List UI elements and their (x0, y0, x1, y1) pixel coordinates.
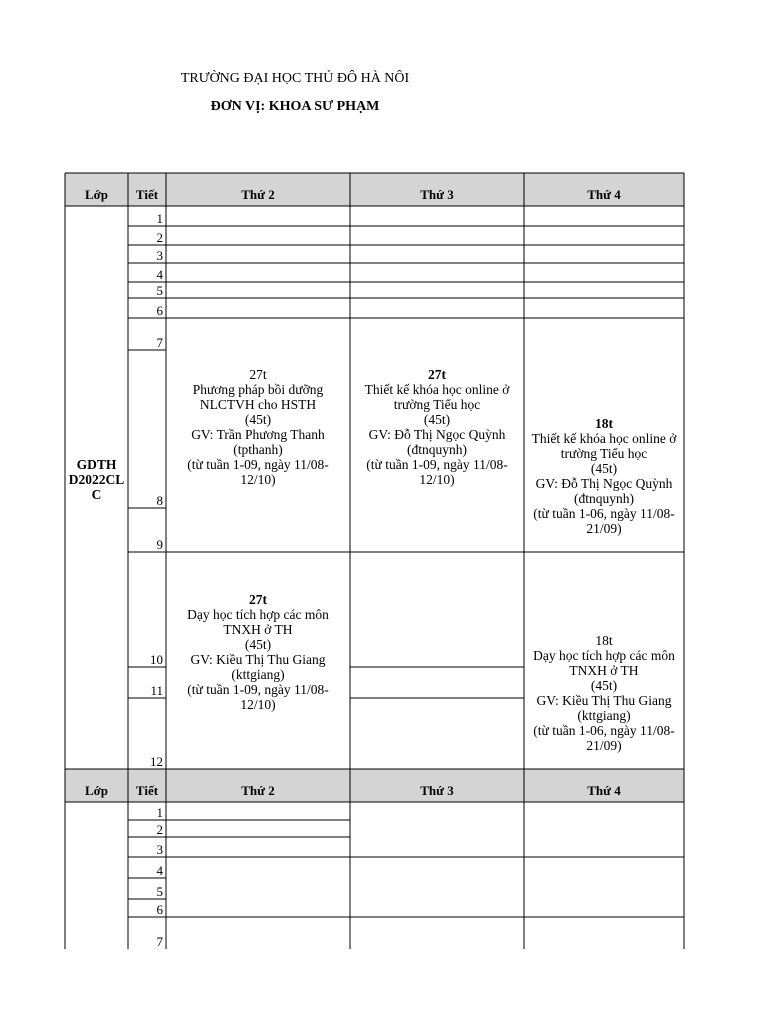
course-line: 21/09) (586, 521, 622, 536)
table2-header-tue: Thứ 3 (420, 783, 454, 798)
table2-header-mon: Thứ 2 (241, 783, 275, 798)
school-name: TRƯỜNG ĐẠI HỌC THỦ ĐÔ HÀ NÔI (180, 71, 410, 86)
period-number: 7 (156, 335, 163, 350)
period-number: 12 (150, 754, 163, 769)
course-line: trường Tiểu học (560, 446, 648, 461)
course-line: (kttgiang) (577, 708, 631, 723)
course-line: (từ tuần 1-06, ngày 11/08- (533, 506, 675, 521)
course-line: Dạy học tích hợp các môn (187, 607, 329, 622)
course-line: (đtnquynh) (407, 442, 467, 457)
period-number: 5 (156, 283, 163, 298)
table2-header-wed: Thứ 4 (587, 783, 621, 798)
table1-header-period: Tiết (135, 187, 159, 202)
unit-name: ĐƠN VỊ: KHOA SƯ PHẠM (210, 99, 380, 114)
class-name: GDTH D2022CL C (68, 457, 125, 502)
course-line: Phương pháp bồi dưỡng (192, 382, 324, 397)
course-line: (45t) (244, 412, 272, 427)
course-line: (45t) (423, 412, 451, 427)
course-line: (từ tuần 1-09, ngày 11/08- (366, 457, 508, 472)
course-line: trường Tiểu học (393, 397, 481, 412)
course-hours: 18t (595, 416, 613, 431)
course-line: NLCTVH cho HSTH (199, 397, 317, 412)
table1-header-class: Lớp (84, 187, 109, 202)
course-hours: 27t (249, 592, 267, 607)
period-number: 1 (156, 211, 163, 226)
period-number: 7 (156, 934, 163, 949)
period-number: 5 (156, 884, 163, 899)
course-line: (từ tuần 1-09, ngày 11/08- (187, 682, 329, 697)
table2-header-period: Tiết (135, 783, 159, 798)
period-number: 11 (150, 683, 163, 698)
period-number: 3 (156, 842, 163, 857)
period-number: 6 (156, 902, 163, 917)
course-line: GV: Đỗ Thị Ngọc Quỳnh (535, 476, 673, 491)
course-line: TNXH ở TH (569, 663, 639, 678)
table1-header-tue: Thứ 3 (420, 187, 454, 202)
table2-header-class: Lớp (84, 783, 109, 798)
course-hours: 18t (595, 633, 613, 648)
table1-header-wed: Thứ 4 (587, 187, 621, 202)
period-number: 4 (156, 267, 163, 282)
course-line: 12/10) (419, 472, 455, 487)
course-hours: 27t (428, 367, 446, 382)
course-line: GV: Trần Phương Thanh (191, 427, 325, 442)
course-line: (đtnquynh) (574, 491, 634, 506)
period-number: 8 (156, 493, 163, 508)
course-hours: 27t (249, 367, 267, 382)
period-number: 2 (156, 822, 163, 837)
course-line: TNXH ở TH (223, 622, 293, 637)
period-number: 6 (156, 303, 163, 318)
period-number: 3 (156, 248, 163, 263)
course-line: (45t) (590, 678, 618, 693)
course-line: GV: Kiều Thị Thu Giang (536, 693, 672, 708)
course-line: Dạy học tích hợp các môn (533, 648, 675, 663)
period-number: 1 (156, 805, 163, 820)
course-line: (45t) (244, 637, 272, 652)
course-line: 12/10) (240, 472, 276, 487)
course-line: 12/10) (240, 697, 276, 712)
course-line: (kttgiang) (231, 667, 285, 682)
period-number: 10 (150, 652, 163, 667)
course-line: 21/09) (586, 738, 622, 753)
period-number: 2 (156, 230, 163, 245)
course-line: (45t) (590, 461, 618, 476)
course-line: (từ tuần 1-06, ngày 11/08- (533, 723, 675, 738)
course-line: Thiết kế khóa học online ở (531, 431, 677, 446)
course-line: Thiết kế khóa học online ở (364, 382, 510, 397)
course-line: GV: Đỗ Thị Ngọc Quỳnh (368, 427, 506, 442)
period-number: 4 (156, 863, 163, 878)
table1-header-mon: Thứ 2 (241, 187, 275, 202)
course-line: (tpthanh) (233, 442, 283, 457)
course-line: (từ tuần 1-09, ngày 11/08- (187, 457, 329, 472)
period-number: 9 (156, 537, 163, 552)
course-line: GV: Kiều Thị Thu Giang (190, 652, 326, 667)
